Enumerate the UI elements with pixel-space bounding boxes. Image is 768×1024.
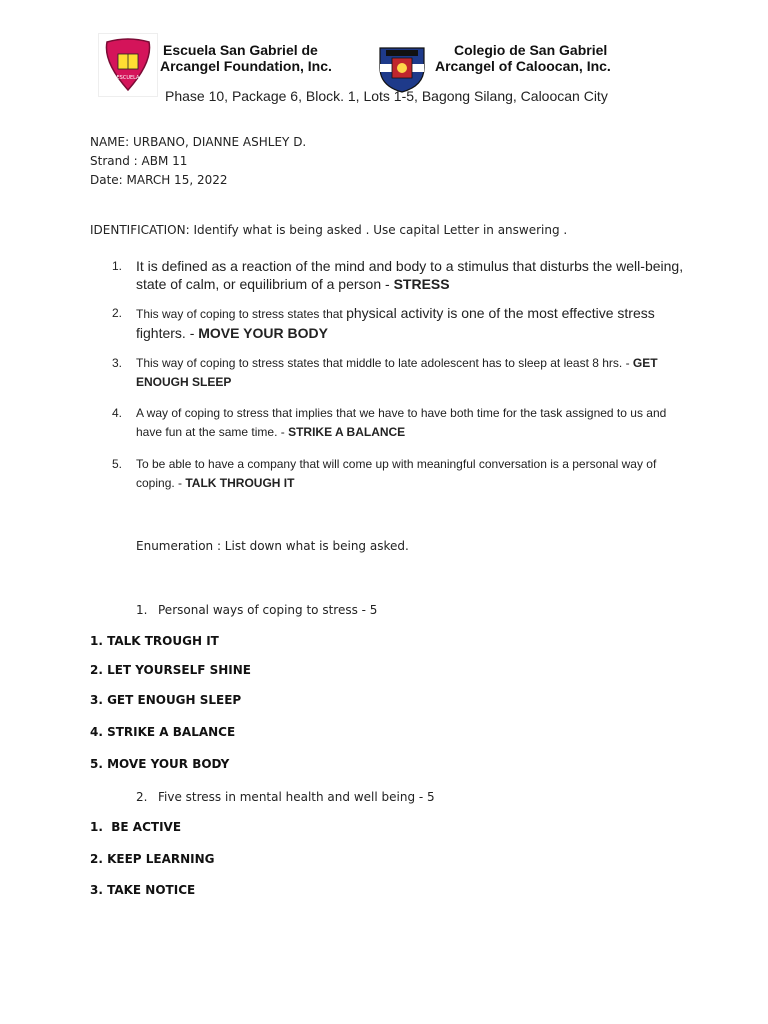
student-strand: Strand : ABM 11 (90, 154, 188, 168)
enumeration-q1-answer: 4. STRIKE A BALANCE (90, 725, 236, 739)
enumeration-q1-answer: 3. GET ENOUGH SLEEP (90, 693, 242, 707)
identification-instruction: IDENTIFICATION: Identify what is being asked . Use capital Letter in answering . (90, 223, 568, 237)
svg-text:ESCUELA: ESCUELA (116, 75, 140, 81)
item-number: 5. (112, 457, 123, 471)
identification-item-4 (136, 404, 684, 442)
identification-item-5 (136, 455, 684, 493)
item-answer: GET ENOUGH SLEEP (136, 356, 658, 389)
item-number: 2. (112, 306, 123, 320)
enumeration-q2-text: Five stress in mental health and well being - 5 (158, 790, 435, 804)
enumeration-q1-answer: 1. TALK TROUGH IT (90, 634, 219, 648)
right-school-name-line1: Colegio de San Gabriel (454, 42, 608, 58)
enumeration-q1-answer: 5. MOVE YOUR BODY (90, 757, 230, 771)
left-school-name-line1: Escuela San Gabriel de (163, 42, 318, 58)
item-number: 1. (112, 259, 123, 273)
item-question: A way of coping to stress that implies that we have to have both time for the task assigned to us and have fun at the same time. - (136, 406, 667, 439)
item-question: This way of coping to stress states that middle to late adolescent has to sleep at least 8 hrs. - (136, 356, 633, 370)
enumeration-q1-number: 1. (136, 603, 148, 617)
enumeration-q2-answer: 3. TAKE NOTICE (90, 883, 196, 897)
enumeration-instruction: Enumeration : List down what is being asked. (136, 539, 409, 553)
identification-item-1 (136, 257, 684, 293)
student-name: NAME: URBANO, DIANNE ASHLEY D. (90, 135, 307, 149)
left-school-name-line2: Arcangel Foundation, Inc. (160, 58, 332, 74)
item-number: 4. (112, 406, 123, 420)
left-logo-shield-icon (99, 34, 157, 96)
item-number: 3. (112, 356, 123, 370)
enumeration-q2-answer: 2. KEEP LEARNING (90, 852, 215, 866)
right-school-name-line2: Arcangel of Caloocan, Inc. (435, 58, 611, 74)
item-question-part2: physical activity is one of the most effective stress fighters. - (136, 305, 655, 341)
right-school-logo (376, 44, 428, 94)
item-answer: STRIKE A BALANCE (288, 425, 406, 439)
item-question: It is defined as a reaction of the mind and body to a stimulus that disturbs the well-being, state of calm, or equilibrium of a person - (136, 258, 684, 292)
enumeration-q2-answer: 1. BE ACTIVE (90, 820, 182, 834)
item-answer: STRESS (393, 276, 450, 292)
identification-item-2 (136, 304, 684, 344)
identification-item-3 (136, 354, 684, 392)
right-logo-crest-icon (376, 44, 428, 94)
student-date: Date: MARCH 15, 2022 (90, 173, 228, 187)
left-school-logo (98, 33, 158, 97)
item-question: To be able to have a company that will come up with meaningful conversation is a personal way of coping. - (136, 457, 657, 490)
school-address: Phase 10, Package 6, Block. 1, Lots 1-5, Bagong Silang, Caloocan City (165, 88, 608, 104)
item-answer: TALK THROUGH IT (185, 476, 295, 490)
item-answer: MOVE YOUR BODY (198, 325, 328, 341)
item-question-part1: This way of coping to stress states that (136, 307, 347, 321)
enumeration-q1-text: Personal ways of coping to stress - 5 (158, 603, 378, 617)
enumeration-q1-answer: 2. LET YOURSELF SHINE (90, 663, 251, 677)
enumeration-q2-number: 2. (136, 790, 148, 804)
